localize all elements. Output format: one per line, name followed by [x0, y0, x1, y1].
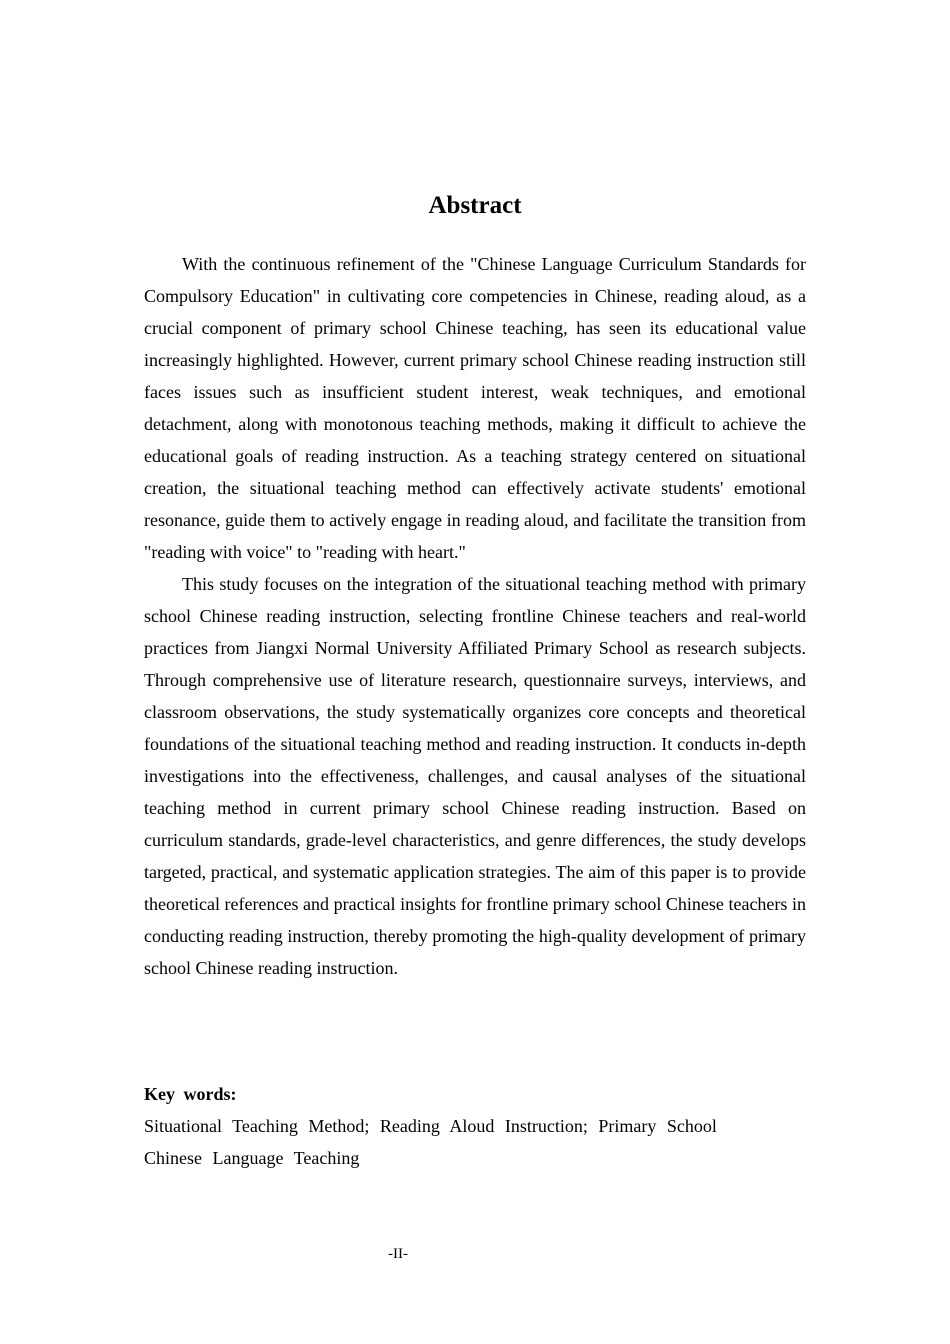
keywords-line-1: Situational Teaching Method; Reading Aloud Instruction; Primary School [144, 1116, 717, 1136]
keywords-list [144, 1110, 754, 1174]
abstract-title: Abstract [428, 192, 522, 219]
abstract-paragraph-2: This study focuses on the integration of the situational teaching method with primary school Chinese reading instruction, selecting frontline Chinese teachers and real-world practices from Jiangxi Normal University Affiliated Primary School as research subjects. Through comprehensive use of literature research, questionnaire surveys, interviews, and classroom observations, the study systematically organizes core concepts and theoretical foundations of the situational teaching method and reading instruction. It conducts in-depth investigations into the effectiveness, challenges, and causal analyses of the situational teaching method in current primary school Chinese reading instruction. Based on curriculum standards, grade-level characteristics, and genre differences, the study develops targeted, practical, and systematic application strategies. The aim of this paper is to provide theoretical references and practical insights for frontline primary school Chinese teachers in conducting reading instruction, thereby promoting the high-quality development of primary school Chinese reading instruction. [144, 574, 806, 978]
page-number: -II- [388, 1246, 408, 1262]
abstract-paragraph-1: With the continuous refinement of the "Chinese Language Curriculum Standards for Compulsory Education" in cultivating core competencies in Chinese, reading aloud, as a crucial component of primary school Chinese teaching, has seen its educational value increasingly highlighted. However, current primary school Chinese reading instruction still faces issues such as insufficient student interest, weak techniques, and emotional detachment, along with monotonous teaching methods, making it difficult to achieve the educational goals of reading instruction. As a teaching strategy centered on situational creation, the situational teaching method can effectively activate students' emotional resonance, guide them to actively engage in reading aloud, and facilitate the transition from "reading with voice" to "reading with heart." [144, 254, 806, 562]
abstract-body [144, 248, 806, 984]
keywords-label: Key words: [144, 1084, 237, 1104]
keywords-line-2: Chinese Language Teaching [144, 1148, 360, 1168]
